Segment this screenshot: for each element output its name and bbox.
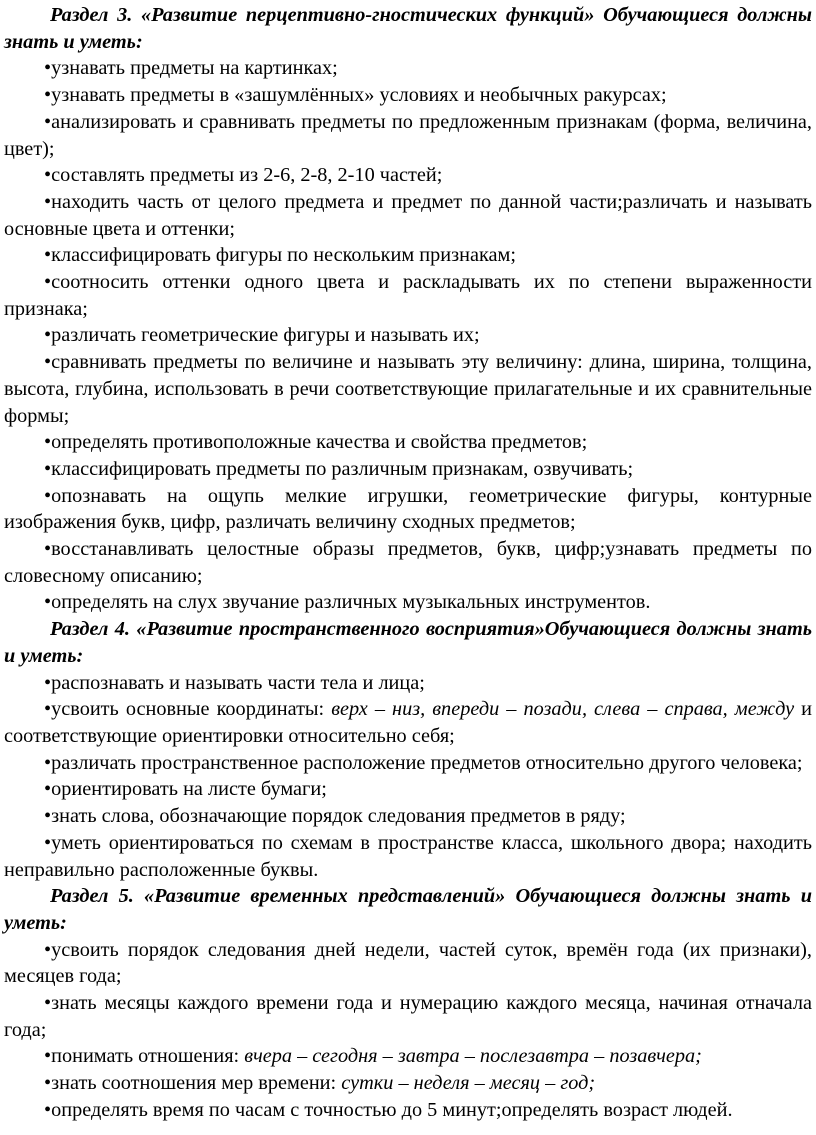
- bullet-icon: •: [44, 992, 52, 1015]
- list-item: [4, 670, 812, 697]
- bullet-icon: •: [44, 351, 52, 374]
- bullet-icon: •: [44, 57, 52, 80]
- item-text: определять время по часам с точностью до 5 минут;определять возраст людей.: [51, 1098, 733, 1121]
- list-item: [4, 55, 812, 82]
- list-item: [4, 1043, 812, 1070]
- bullet-icon: •: [44, 591, 52, 614]
- list-item: [4, 109, 812, 162]
- list-item: [4, 189, 812, 242]
- list-item: [4, 322, 812, 349]
- item-text: соотносить оттенки одного цвета и раскладывать их по степени выраженности признака;: [4, 271, 812, 320]
- list-item: [4, 162, 812, 189]
- bullet-icon: •: [44, 805, 52, 828]
- list-item: [4, 456, 812, 483]
- bullet-icon: •: [44, 751, 52, 774]
- item-text: классифицировать предметы по различным признакам, озвучивать;: [51, 457, 634, 480]
- list-item: [4, 242, 812, 269]
- list-item: [4, 1070, 812, 1097]
- item-text: составлять предметы из 2-6, 2-8, 2-10 частей;: [51, 164, 443, 187]
- item-text: сравнивать предметы по величине и называть эту величину: длина, ширина, толщина, высота, глубина, использовать в речи соответствующие прилагательные и их сравнительные формы;: [4, 351, 812, 427]
- item-text: опознавать на ощупь мелкие игрушки, геометрические фигуры, контурные изображения букв, цифр, различать величину сходных предметов;: [4, 484, 812, 534]
- italic-text: сутки – неделя – месяц – год;: [341, 1072, 596, 1095]
- item-text: и соответствующие ориентировки относительно себя;: [4, 698, 812, 747]
- list-item: [4, 696, 812, 749]
- item-text: определять противоположные качества и свойства предметов;: [51, 431, 588, 454]
- item-text: узнавать предметы на картинках;: [51, 57, 338, 80]
- bullet-icon: •: [44, 538, 52, 561]
- bullet-icon: •: [44, 431, 52, 454]
- list-item: [4, 483, 812, 536]
- list-item: [4, 803, 812, 830]
- bullet-icon: •: [44, 831, 52, 854]
- bullet-icon: •: [44, 271, 52, 294]
- bullet-icon: •: [44, 1072, 52, 1095]
- item-text: различать пространственное расположение предметов относительно другого человека;: [51, 751, 803, 774]
- bullet-icon: •: [44, 1098, 52, 1121]
- item-text: определять на слух звучание различных музыкальных инструментов.: [51, 591, 651, 614]
- italic-text: верх – низ, впереди – позади, слева – справа, между: [331, 698, 795, 721]
- item-text: классифицировать фигуры по нескольким признакам;: [51, 244, 517, 267]
- bullet-icon: •: [44, 484, 52, 507]
- item-text: уметь ориентироваться по схемам в пространстве класса, школьного двора; находить неправильно расположенные буквы.: [4, 831, 812, 881]
- bullet-icon: •: [44, 698, 52, 721]
- list-item: [4, 1097, 812, 1124]
- bullet-icon: •: [44, 84, 52, 107]
- bullet-icon: •: [44, 457, 52, 480]
- bullet-icon: •: [44, 164, 52, 187]
- bullet-icon: •: [44, 778, 52, 801]
- bullet-icon: •: [44, 671, 52, 694]
- list-item: [4, 750, 812, 777]
- list-item: [4, 82, 812, 109]
- bullet-icon: •: [44, 324, 52, 347]
- list-item: [4, 830, 812, 883]
- item-text: знать месяцы каждого времени года и нумерацию каждого месяца, начиная отначала года;: [4, 992, 812, 1041]
- section-heading: Раздел 3. «Развитие перцептивно-гностических функций» Обучающиеся должны знать и уметь:: [4, 4, 812, 53]
- bullet-icon: •: [44, 244, 52, 267]
- item-text: знать слова, обозначающие порядок следования предметов в ряду;: [51, 805, 626, 828]
- list-item: [4, 937, 812, 990]
- bullet-icon: •: [44, 938, 52, 961]
- italic-text: вчера – сегодня – завтра – послезавтра – позавчера;: [244, 1045, 702, 1068]
- item-text: восстанавливать целостные образы предметов, букв, цифр;узнавать предметы по словесному описанию;: [4, 538, 812, 587]
- list-item: [4, 349, 812, 429]
- item-text: различать геометрические фигуры и называть их;: [51, 324, 480, 347]
- item-text: анализировать и сравнивать предметы по предложенным признакам (форма, величина, цвет);: [4, 110, 812, 160]
- item-text: распознавать и называть части тела и лица;: [51, 671, 425, 694]
- item-text: понимать отношения:: [51, 1045, 245, 1068]
- item-text: усвоить порядок следования дней недели, частей суток, времён года (их признаки), месяцев года;: [4, 938, 812, 988]
- list-item: [4, 990, 812, 1043]
- item-text: знать соотношения мер времени:: [51, 1072, 342, 1095]
- section-heading: Раздел 5. «Развитие временных представлений» Обучающиеся должны знать и уметь:: [4, 885, 812, 934]
- list-item: [4, 536, 812, 589]
- bullet-icon: •: [44, 190, 52, 213]
- bullet-icon: •: [44, 110, 52, 133]
- item-text: усвоить основные координаты:: [51, 698, 332, 721]
- list-item: [4, 589, 812, 616]
- list-item: [4, 269, 812, 322]
- section-heading: Раздел 4. «Развитие пространственного восприятия»Обучающиеся должны знать и уметь:: [4, 618, 812, 667]
- item-text: узнавать предметы в «зашумлённых» условиях и необычных ракурсах;: [51, 84, 667, 107]
- item-text: находить часть от целого предмета и предмет по данной части;различать и называть основные цвета и оттенки;: [4, 190, 812, 240]
- bullet-icon: •: [44, 1045, 52, 1068]
- list-item: [4, 776, 812, 803]
- item-text: ориентировать на листе бумаги;: [51, 778, 327, 801]
- list-item: [4, 429, 812, 456]
